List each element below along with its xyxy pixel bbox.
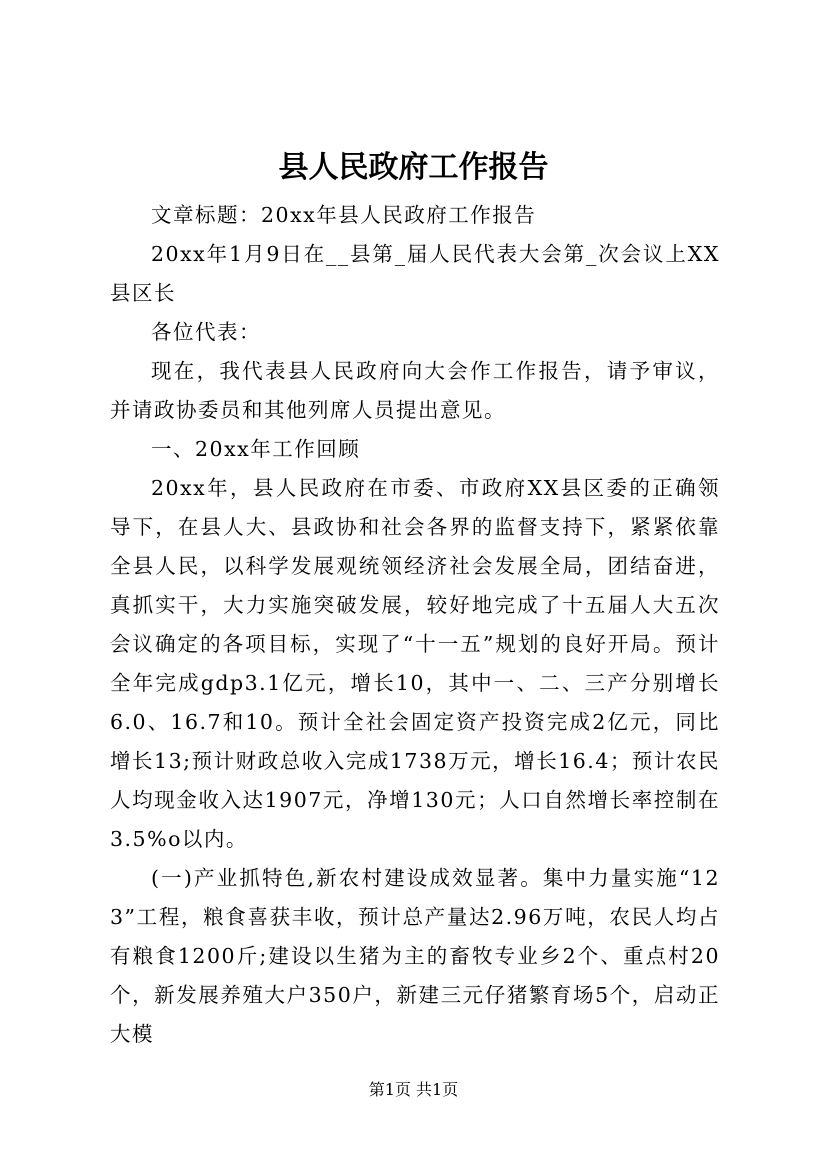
paragraph-salutation: 各位代表： [151,320,261,344]
paragraph-review: 20xx年，县人民政府在市委、市政府XX县区委的正确领导下，在县人大、县政协和社会各界的监督支持下，紧紧依靠全县人民，以科学发展观统领经济社会发展全局，团结奋进，真抓实干，大力实施突破发展，较好地完成了十五届人大五次会议确定的各项目标，实现了“十一五”规划的良好开局。预计全年完成gdp3.1亿元，增长10，其中一、二、三产分别增长6.0、16.7和10。预计全社会固定资产投资完成2亿元，同比增长13;预计财政总收入完成1738万元，增长16.4；预计农民人均现金收入达1907元，净增130元；人口自然增长率控制在3.5%o以内。 [110,476,720,851]
page-footer: 第1页 共1页 [368,1080,459,1099]
paragraph-industry: (一)产业抓特色,新农村建设成效显著。集中力量实施“123”工程，粮食喜获丰收，预计总产量达2.96万吨，农民人均占有粮食1200斤;建设以生猪为主的畜牧专业乡2个、重点村20个，新发展养殖大户350户，新建三元仔猪繁育场5个，启动正大模 [110,866,720,1046]
paragraph-intro: 现在，我代表县人民政府向大会作工作报告，请予审议，并请政协委员和其他列席人员提出意见。 [110,359,720,422]
document-body [110,196,720,1054]
paragraph-date-venue: 20xx年1月9日在__县第_届人民代表大会第_次会议上XX县区长 [110,242,720,305]
paragraph-article-title: 文章标题：20xx年县人民政府工作报告 [151,203,537,227]
section-heading: 一、20xx年工作回顾 [151,437,361,461]
document-title: 县人民政府工作报告 [278,150,549,185]
